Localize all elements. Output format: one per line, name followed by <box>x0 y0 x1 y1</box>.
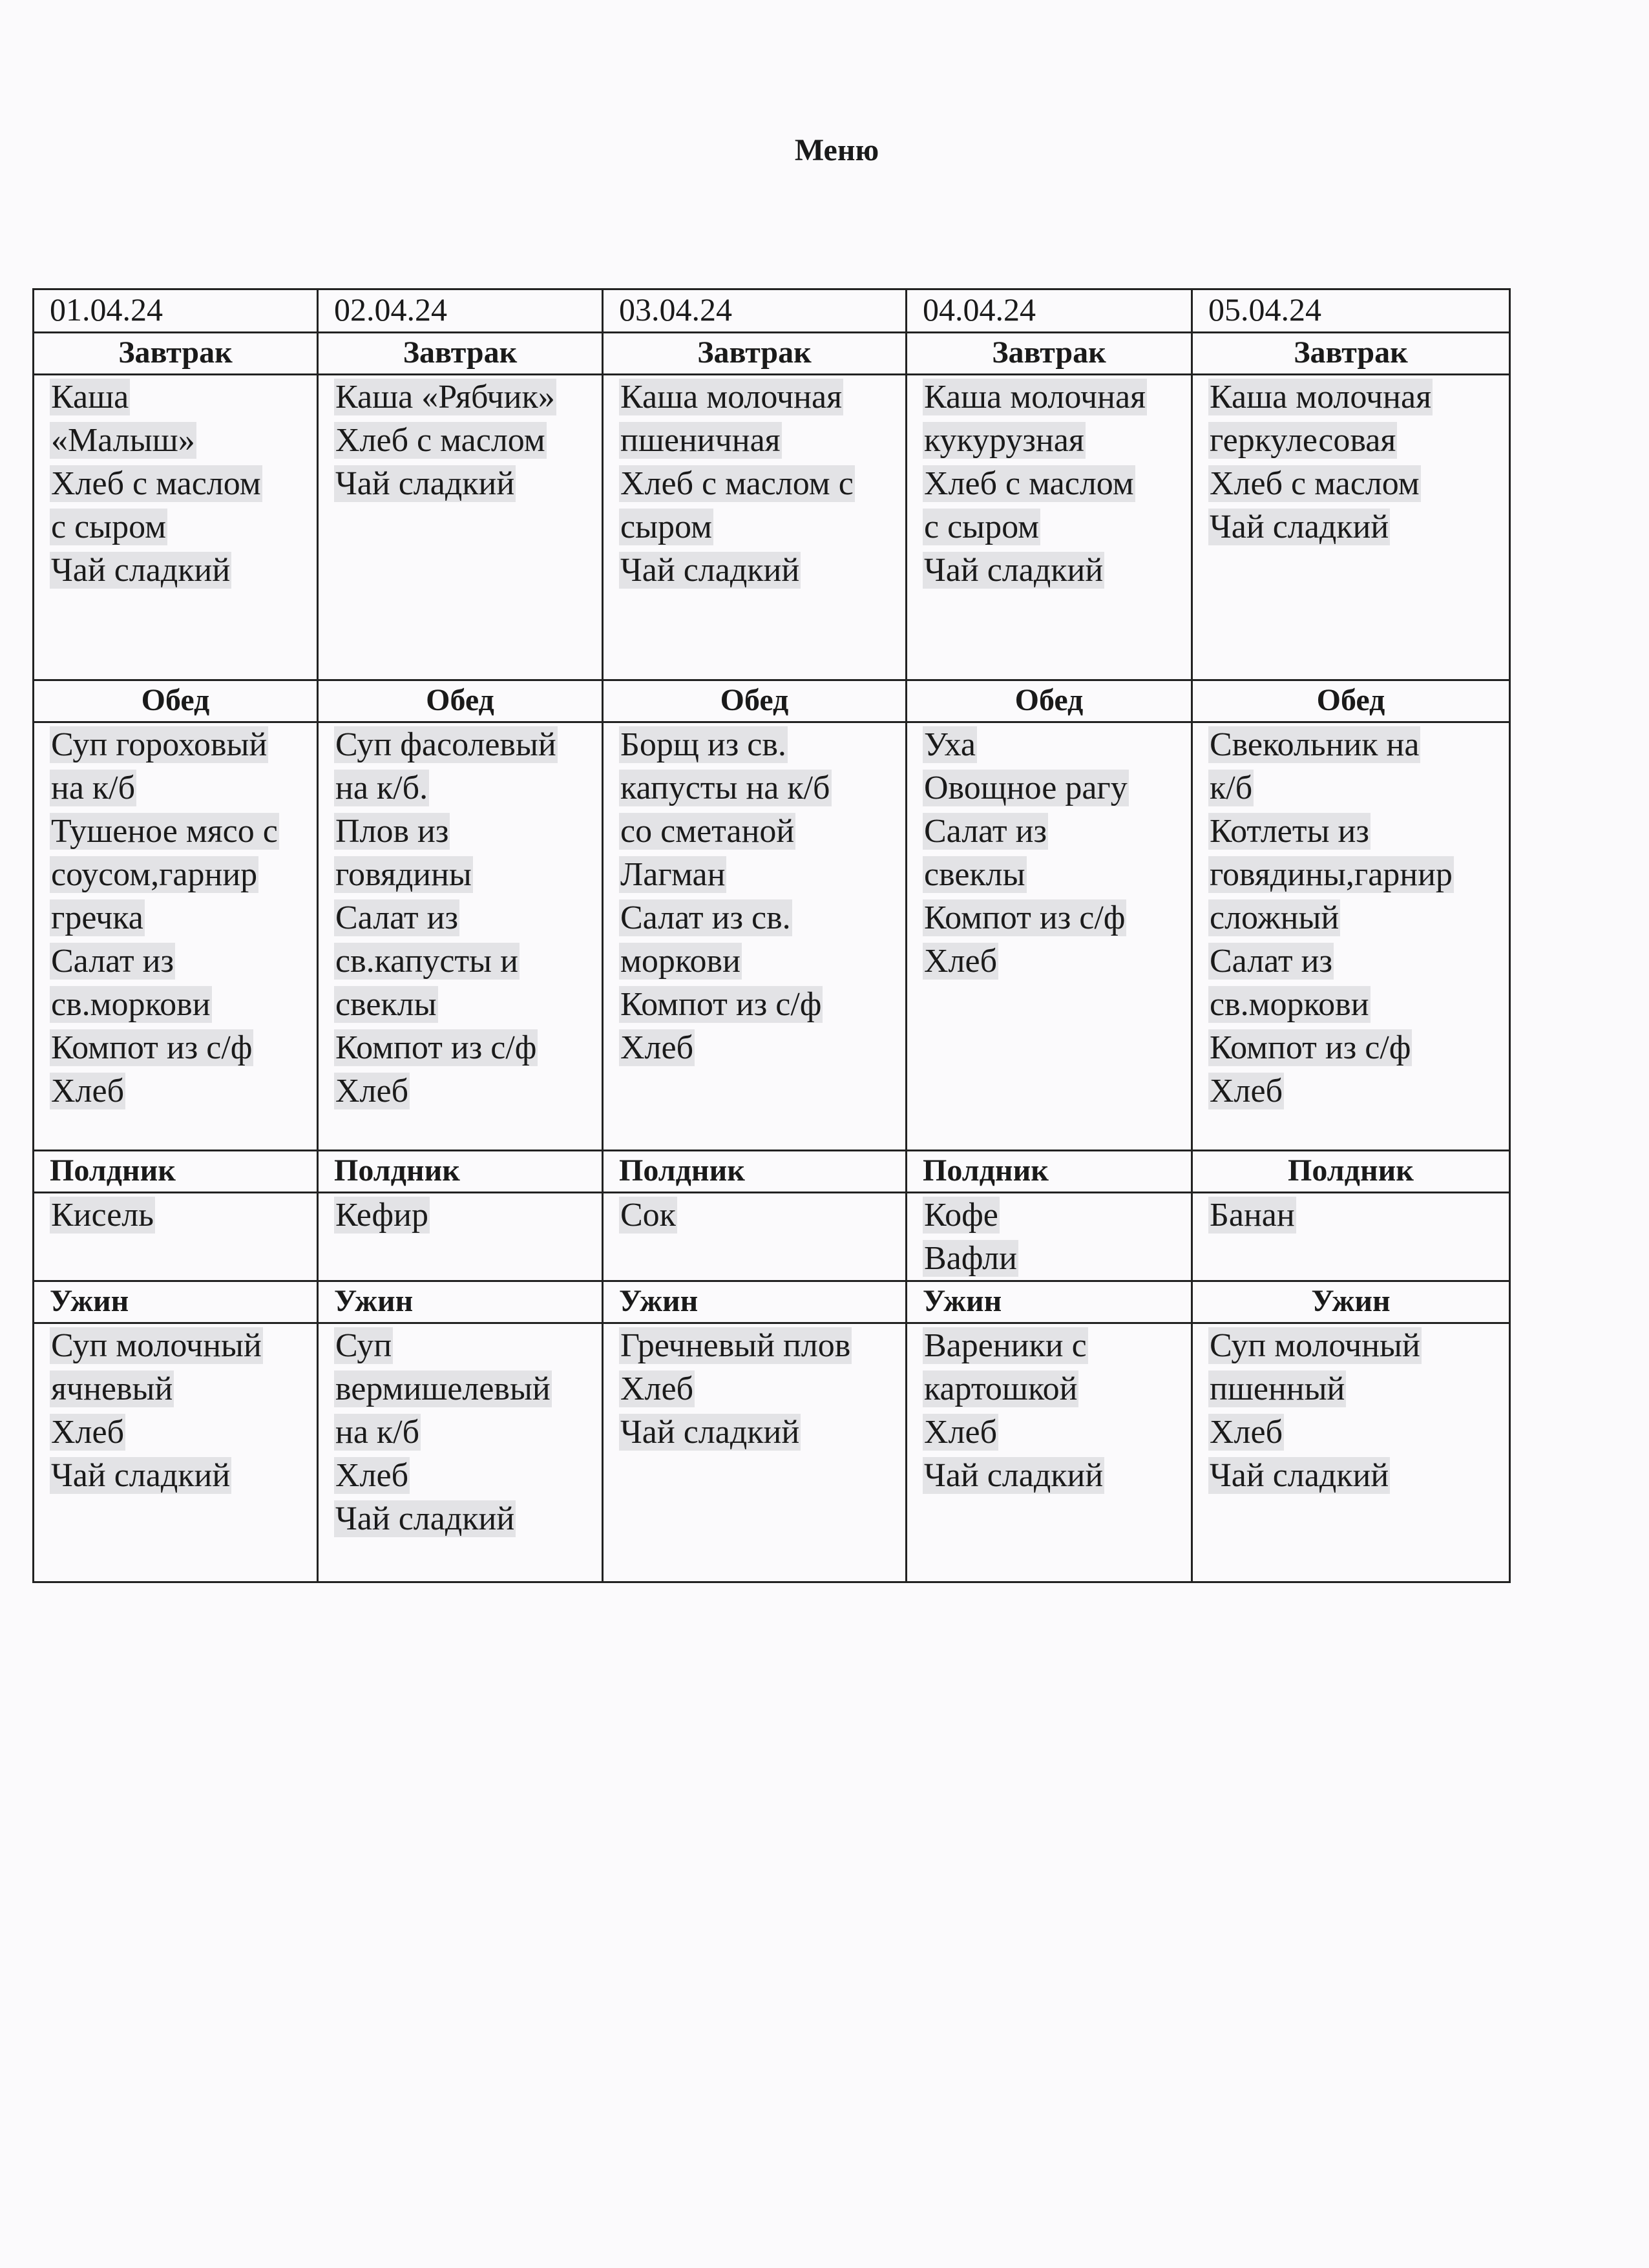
dish-item: Салат из <box>924 813 1047 850</box>
dish-item: соусом,гарнир <box>51 856 258 893</box>
dish-item: Чай сладкий <box>620 552 800 589</box>
dish-cell <box>907 722 1192 1151</box>
meal-heading: Ужин <box>907 1281 1192 1323</box>
dish-item: пшеничная <box>620 422 781 459</box>
dish-item: Хлеб <box>924 1414 998 1451</box>
dish-item: Хлеб <box>924 943 998 980</box>
dish-item: Вареники с <box>924 1327 1087 1364</box>
meal-heading: Ужин <box>318 1281 603 1323</box>
dish-cell <box>603 1323 907 1582</box>
dish-cell <box>318 1193 603 1281</box>
dish-item: св.моркови <box>51 986 211 1023</box>
dish-item: «Малыш» <box>51 422 195 459</box>
meal-heading: Полдник <box>34 1151 318 1193</box>
page-title: Меню <box>794 133 879 167</box>
dish-item: Хлеб <box>1210 1073 1283 1109</box>
dish-item: Хлеб <box>620 1029 694 1066</box>
dish-item: Компот из с/ф <box>924 899 1126 936</box>
dish-cell <box>1192 375 1510 680</box>
dish-item: Хлеб <box>51 1073 125 1109</box>
dish-cell <box>318 722 603 1151</box>
dish-cell <box>318 1323 603 1582</box>
dish-item: Чай сладкий <box>1210 509 1389 545</box>
dish-item: Хлеб <box>335 1457 409 1494</box>
dish-cell <box>34 375 318 680</box>
dish-cell <box>34 1323 318 1582</box>
dish-cell <box>907 1323 1192 1582</box>
meal-heading: Завтрак <box>1192 333 1510 375</box>
meal-heading: Полдник <box>1192 1151 1510 1193</box>
dish-item: Чай сладкий <box>51 1457 231 1494</box>
meal-heading: Обед <box>603 680 907 722</box>
dish-item: Тушеное мясо с <box>51 813 278 850</box>
dish-item: Хлеб с маслом <box>51 465 261 502</box>
dish-item: говядины,гарнир <box>1210 856 1453 893</box>
date-cell: 03.04.24 <box>603 289 907 333</box>
dish-item: свеклы <box>924 856 1025 893</box>
meal-heading: Завтрак <box>318 333 603 375</box>
dish-cell <box>907 375 1192 680</box>
meal-heading: Завтрак <box>603 333 907 375</box>
date-cell: 02.04.24 <box>318 289 603 333</box>
dish-item: Чай сладкий <box>620 1414 800 1451</box>
dish-item: на к/б <box>335 1414 420 1451</box>
dish-item: Компот из с/ф <box>335 1029 537 1066</box>
dish-item: Суп молочный <box>1210 1327 1420 1364</box>
lunch-dishes-row <box>34 722 1510 1151</box>
meal-heading: Завтрак <box>907 333 1192 375</box>
meal-heading: Ужин <box>1192 1281 1510 1323</box>
dish-item: с сыром <box>51 509 167 545</box>
dish-item: Гречневый плов <box>620 1327 851 1364</box>
meal-heading: Обед <box>907 680 1192 722</box>
dish-item: свеклы <box>335 986 437 1023</box>
dish-item: Хлеб <box>620 1370 694 1407</box>
dish-item: Хлеб <box>335 1073 409 1109</box>
dinner-header-row <box>34 1281 1510 1323</box>
dish-item: Хлеб с маслом с <box>620 465 854 502</box>
dish-item: Вафли <box>924 1240 1017 1277</box>
dish-item: Каша <box>51 379 129 415</box>
dish-item: Уха <box>924 726 976 763</box>
meal-heading: Ужин <box>34 1281 318 1323</box>
meal-heading: Обед <box>318 680 603 722</box>
meal-heading: Ужин <box>603 1281 907 1323</box>
snack-dishes-row <box>34 1193 1510 1281</box>
dish-item: капусты на к/б <box>620 770 830 806</box>
dish-item: Хлеб <box>1210 1414 1283 1451</box>
dish-cell <box>907 1193 1192 1281</box>
dish-item: Чай сладкий <box>924 552 1104 589</box>
date-cell: 01.04.24 <box>34 289 318 333</box>
dish-cell <box>603 375 907 680</box>
dish-item: Салат из <box>1210 943 1332 980</box>
dish-item: Компот из с/ф <box>51 1029 253 1066</box>
date-row <box>34 289 1510 333</box>
dish-item: Каша молочная <box>620 379 843 415</box>
dish-item: Овощное рагу <box>924 770 1128 806</box>
date-cell: 04.04.24 <box>907 289 1192 333</box>
meal-heading: Завтрак <box>34 333 318 375</box>
dish-item: картошкой <box>924 1370 1078 1407</box>
dish-item: геркулесовая <box>1210 422 1396 459</box>
dish-item: пшенный <box>1210 1370 1345 1407</box>
dish-cell <box>34 1193 318 1281</box>
dish-item: Салат из св. <box>620 899 791 936</box>
dish-cell <box>603 1193 907 1281</box>
dish-item: Каша молочная <box>1210 379 1432 415</box>
meal-heading: Обед <box>34 680 318 722</box>
dish-item: Кофе <box>924 1197 998 1234</box>
dish-cell <box>1192 1323 1510 1582</box>
dish-item: Хлеб с маслом <box>335 422 545 459</box>
meal-heading: Полдник <box>907 1151 1192 1193</box>
date-cell: 05.04.24 <box>1192 289 1510 333</box>
menu-table <box>32 288 1511 1583</box>
dish-item: кукурузная <box>924 422 1084 459</box>
dish-item: на к/б. <box>335 770 428 806</box>
dish-item: ячневый <box>51 1370 173 1407</box>
dish-item: моркови <box>620 943 740 980</box>
dish-item: Компот из с/ф <box>620 986 822 1023</box>
dish-cell <box>318 375 603 680</box>
dish-item: св.моркови <box>1210 986 1369 1023</box>
lunch-header-row <box>34 680 1510 722</box>
dish-item: Свекольник на <box>1210 726 1420 763</box>
dish-item: к/б <box>1210 770 1253 806</box>
dish-item: Плов из <box>335 813 449 850</box>
dish-item: Каша молочная <box>924 379 1146 415</box>
dish-item: Кисель <box>51 1197 154 1234</box>
dish-item: Сок <box>620 1197 676 1234</box>
meal-heading: Полдник <box>318 1151 603 1193</box>
dish-item: Чай сладкий <box>924 1457 1104 1494</box>
dish-cell <box>1192 722 1510 1151</box>
dish-item: гречка <box>51 899 143 936</box>
dish-item: сложный <box>1210 899 1339 936</box>
dish-item: на к/б <box>51 770 136 806</box>
dish-item: Суп гороховый <box>51 726 268 763</box>
dinner-dishes-row <box>34 1323 1510 1582</box>
dish-item: Кефир <box>335 1197 428 1234</box>
dish-item: Хлеб <box>51 1414 125 1451</box>
dish-item: Салат из <box>335 899 458 936</box>
dish-cell <box>1192 1193 1510 1281</box>
dish-item: Хлеб с маслом <box>924 465 1134 502</box>
breakfast-dishes-row <box>34 375 1510 680</box>
dish-item: Чай сладкий <box>335 465 515 502</box>
meal-heading: Полдник <box>603 1151 907 1193</box>
dish-item: Компот из с/ф <box>1210 1029 1411 1066</box>
dish-item: Банан <box>1210 1197 1295 1234</box>
dish-item: Суп молочный <box>51 1327 262 1364</box>
dish-cell <box>34 722 318 1151</box>
dish-item: с сыром <box>924 509 1040 545</box>
dish-item: Каша «Рябчик» <box>335 379 555 415</box>
dish-item: сыром <box>620 509 712 545</box>
dish-item: Лагман <box>620 856 726 893</box>
dish-item: вермишелевый <box>335 1370 551 1407</box>
dish-item: Хлеб с маслом <box>1210 465 1420 502</box>
dish-item: Чай сладкий <box>51 552 231 589</box>
snack-header-row <box>34 1151 1510 1193</box>
dish-item: говядины <box>335 856 472 893</box>
dish-item: со сметаной <box>620 813 795 850</box>
dish-item: Суп фасолевый <box>335 726 556 763</box>
dish-item: Салат из <box>51 943 174 980</box>
dish-item: Чай сладкий <box>335 1500 515 1537</box>
meal-heading: Обед <box>1192 680 1510 722</box>
dish-item: Котлеты из <box>1210 813 1369 850</box>
dish-item: Чай сладкий <box>1210 1457 1389 1494</box>
dish-item: Суп <box>335 1327 392 1364</box>
dish-item: св.капусты и <box>335 943 518 980</box>
dish-cell <box>603 722 907 1151</box>
breakfast-header-row <box>34 333 1510 375</box>
dish-item: Борщ из св. <box>620 726 786 763</box>
